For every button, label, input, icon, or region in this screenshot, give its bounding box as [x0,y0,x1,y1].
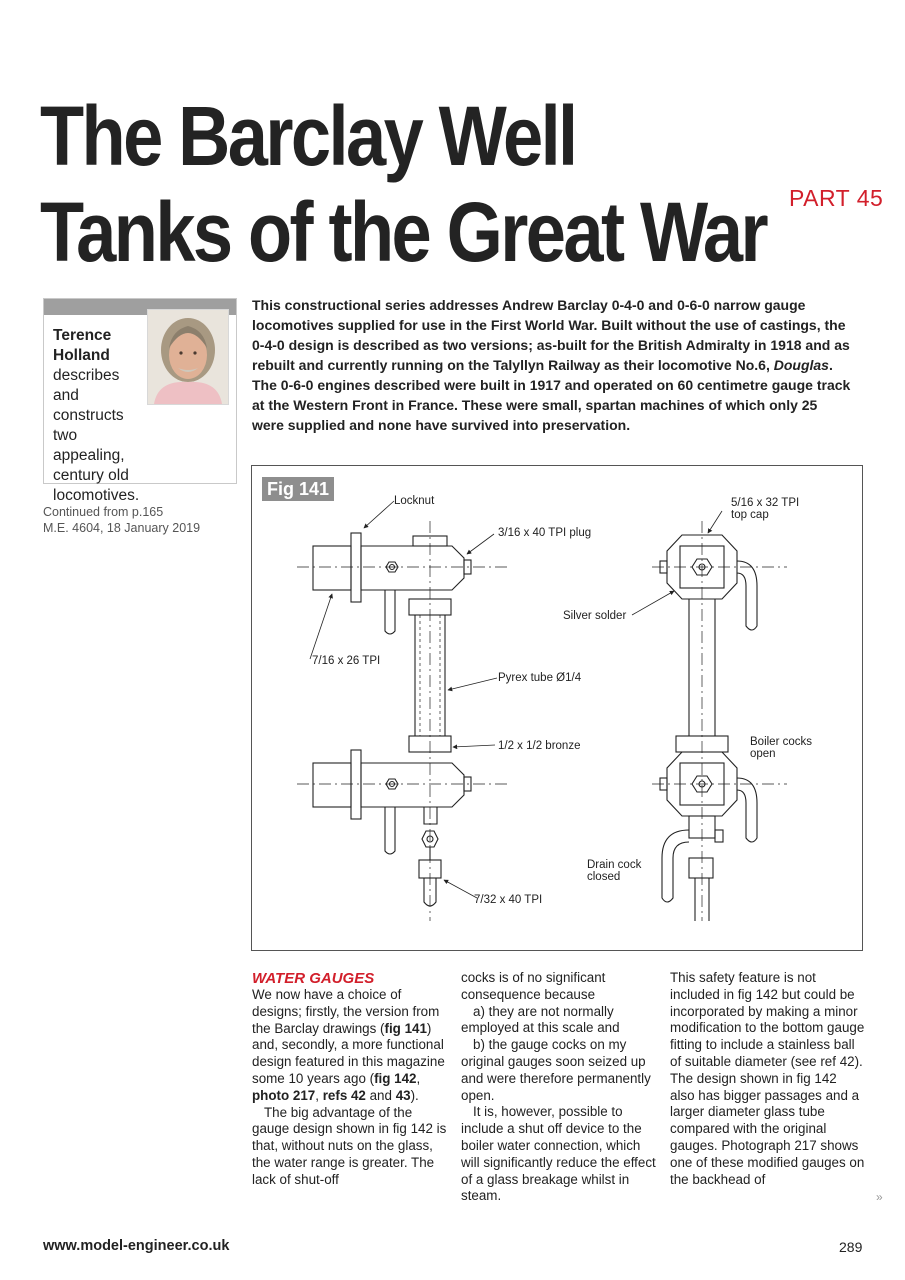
col2-item-a: a) they are not normally employed at this scale and [461,1003,620,1036]
col2-paragraph-2: It is, however, possible to include a shut off device to the boiler water connection, which will significantly reduce the effect of a glass breakage whilst in steam. [461,1104,656,1204]
intro-text-1: This constructional series addresses Andrew Barclay 0-4-0 and 0-6-0 narrow gauge locomotives supplied for use in the First World War. Built without the use of castings, the 0-4-0 design is described as two versions; as-built for the British Admiralty in 1918 and as rebuilt and currently running on the Talyllyn Railway as their locomotive No.6, [252,297,850,373]
footer-url: www.model-engineer.co.uk [43,1238,230,1254]
continue-arrow-icon: » [876,1190,883,1204]
label-drain-cock-1: Drain cock [587,859,642,871]
label-bottom-thread: 7/32 x 40 TPI [474,894,543,906]
intro-text-2: . The 0-6-0 engines described were built in 1917 and operated on 60 centimetre gauge track at the Western Front in France. These were small, spartan machines of which only 25 were supplied and none have survived into preservation. [252,357,851,433]
right-gauge-view [652,521,787,921]
label-drain-cock-2: closed [587,871,621,883]
sep-1: , [416,1070,421,1086]
article-column-3 [670,970,865,1188]
continued-from: Continued from p.165 [43,505,164,519]
article-title [40,88,766,280]
intro-paragraph [252,295,852,435]
article-column-2 [461,970,656,1205]
label-silver-solder: Silver solder [563,610,627,622]
ref-fig-141: fig 141 [384,1020,427,1036]
author-intro [53,326,218,506]
col1-text-end: ). [410,1087,419,1103]
part-number: PART 45 [789,185,884,211]
label-thread: 7/16 x 26 TPI [312,655,381,667]
page-number: 289 [839,1239,863,1255]
col1-text-a: We now have a choice of designs; firstly, the version from the Barclay drawings ( [252,987,440,1036]
label-top-cap-1: 5/16 x 32 TPI [731,497,800,509]
article-column-1 [252,970,447,1189]
ref-43: 43 [395,1087,411,1103]
label-plug: 3/16 x 40 TPI plug [498,527,592,539]
col2-item-b: b) the gauge cocks on my original gauges soon seized up and were therefore permanently open. [461,1037,651,1103]
col1-paragraph-2: The big advantage of the gauge design shown in fig 142 is that, without nuts on the glass, the water range is greater. The lack of shut-off [252,1104,447,1187]
label-locknut: Locknut [394,495,435,507]
col1-text-b: ) and, secondly, a more functional design featured in this magazine some 10 years ago ( [252,1020,445,1086]
col1-paragraph-1 [252,987,447,1105]
loco-name: Douglas [773,357,829,373]
left-gauge-view [297,521,507,921]
figure-141 [251,465,863,951]
label-top-cap-2: top cap [731,509,769,521]
gauge-drawing [252,466,862,950]
label-boiler-cocks-2: open [750,748,776,760]
ref-fig-142: fig 142 [374,1070,417,1086]
author-blurb: describes and constructs two appealing, century old locomotives. [53,367,140,504]
author-name-2: Holland [53,347,110,364]
title-line-1: The Barclay Well [40,89,576,183]
figure-label: Fig 141 [262,477,334,501]
continued-note [43,504,200,536]
author-name-1: Terence [53,327,112,344]
and-word: and [365,1087,396,1103]
label-bronze: 1/2 x 1/2 bronze [498,740,581,752]
ref-photo-217: photo 217 [252,1087,316,1103]
section-heading: WATER GAUGES [252,970,375,987]
label-boiler-cocks-1: Boiler cocks [750,736,812,748]
sep-2: , [315,1087,323,1103]
ref-refs-42: refs 42 [322,1087,366,1103]
col2-paragraph-1: cocks is of no significant consequence because [461,970,606,1002]
issue-ref: M.E. 4604, 18 January 2019 [43,521,201,535]
col3-paragraph-1: This safety feature is not included in fig 142 but could be incorporated by making a minor modification to the bottom gauge fitting to include a stainless ball of suitable diameter (see ref 42). The design shown in fig 142 also has bigger passages and a larger diameter glass tube compared with the original gauges. Photograph 217 shows one of these modified gauges on the backhead of [670,970,865,1187]
label-pyrex: Pyrex tube Ø1/4 [498,672,582,684]
author-box [43,298,237,504]
title-line-2: Tanks of the Great War [40,185,767,279]
